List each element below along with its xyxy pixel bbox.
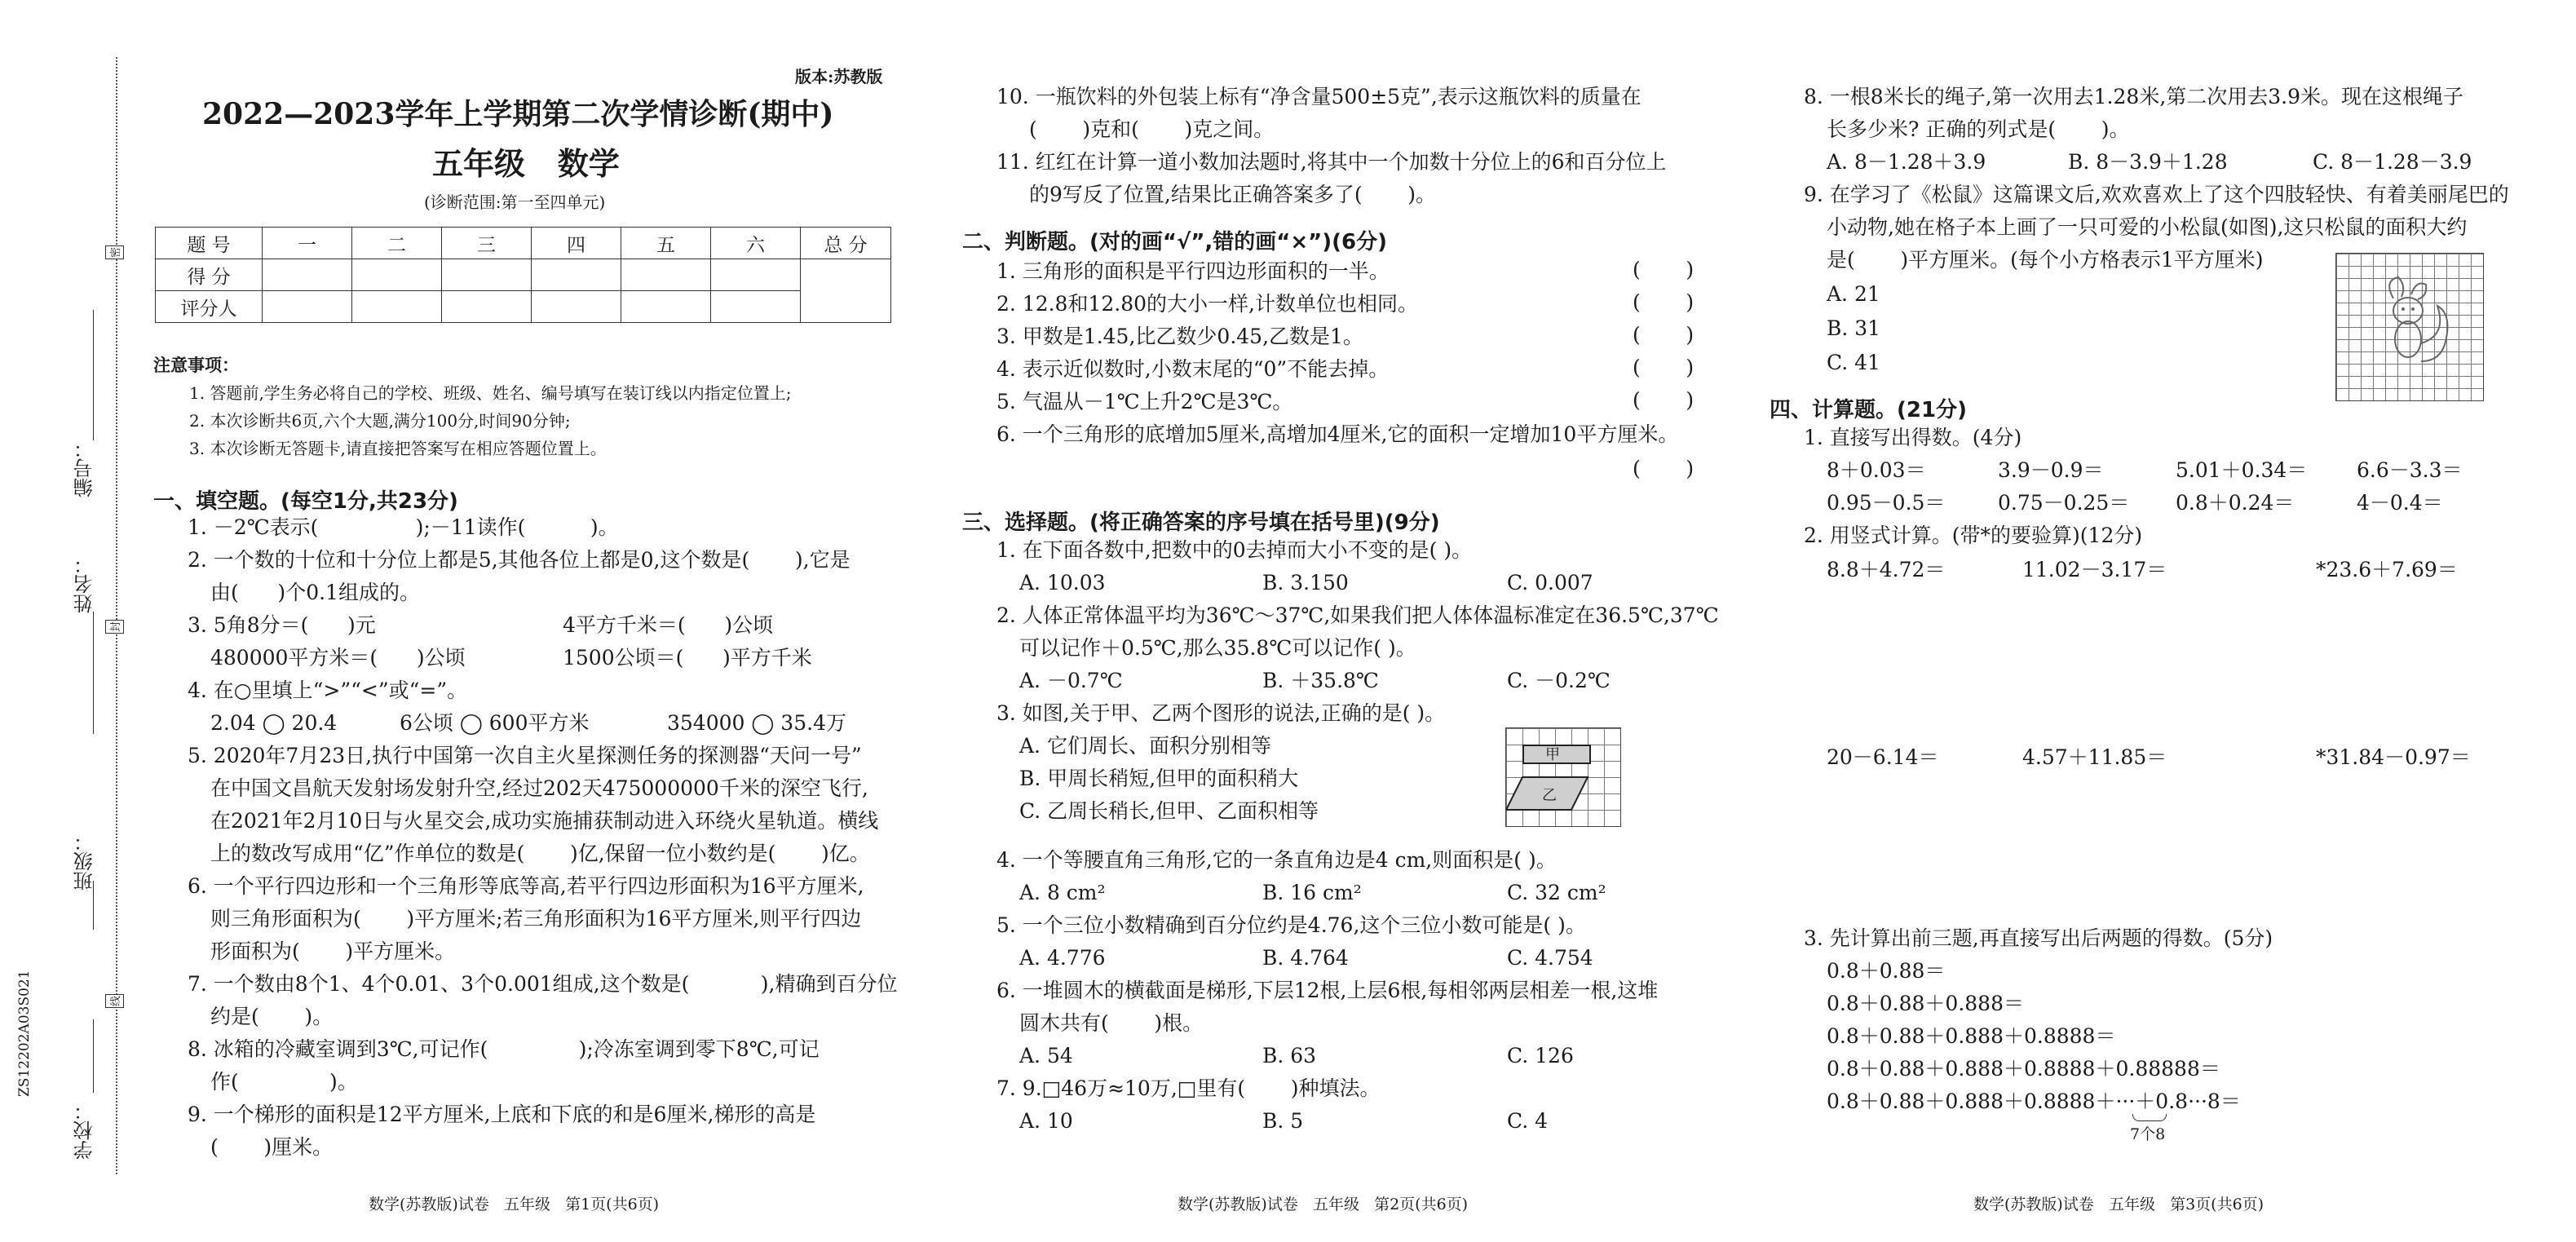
score-header-total: 总 分 (801, 228, 891, 259)
choice-option: A. 10 (1019, 1109, 1073, 1133)
question-line: 4平方千米＝( )公顷 (563, 613, 774, 637)
choice-question: 6. 一堆圆木的横截面是梯形,下层12根,上层6根,每相邻两层相差一根,这堆 (996, 979, 1659, 1002)
score-row-label: 得 分 (156, 259, 263, 291)
exam-scope: (诊断范围:第一至四单元) (424, 192, 606, 212)
vertical-calc-item: 20－6.14＝ (1827, 745, 1939, 769)
choice-option: A. 4.776 (1019, 946, 1106, 970)
judge-answer-bracket[interactable]: ( ) (1633, 323, 1695, 347)
choice-question: 是( )平方厘米。(每个小方格表示1平方厘米) (1827, 248, 2264, 272)
choice-question: 3. 如图,关于甲、乙两个图形的说法,正确的是( )。 (996, 701, 1446, 725)
brace-mark (2132, 1114, 2167, 1121)
choice-option: C. 41 (1827, 351, 1880, 374)
page-footer-2: 数学(苏教版)试卷 五年级 第2页(共6页) (1178, 1196, 1469, 1213)
direct-calc-item: 6.6－3.3＝ (2357, 458, 2463, 482)
question-line: 480000平方米＝( )公顷 (210, 646, 466, 670)
question-line: ( )克和( )克之间。 (1029, 117, 1275, 141)
score-row (156, 259, 891, 291)
sub-question-title: 1. 直接写出得数。(4分) (1804, 426, 2022, 449)
choice-option: A. 8－1.28＋3.9 (1827, 150, 1986, 174)
choice-option: A. 10.03 (1019, 571, 1106, 594)
choice-question: 2. 人体正常体温平均为36℃～37℃,如果我们把人体体温标准定在36.5℃,37℃ (996, 603, 1719, 627)
figure-jia-yi-grid (1505, 727, 1621, 827)
score-table (155, 227, 891, 323)
vertical-calc-item: *23.6＋7.69＝ (2316, 558, 2458, 581)
question-line: 的9写反了位置,结果比正确答案多了( )。 (1029, 183, 1436, 206)
judge-item: 6. 一个三角形的底增加5厘米,高增加4厘米,它的面积一定增加10平方厘米。 (996, 422, 1679, 446)
class-field[interactable] (70, 799, 95, 930)
page-footer-1: 数学(苏教版)试卷 五年级 第1页(共6页) (369, 1196, 660, 1213)
choice-question: 小动物,她在格子本上画了一只可爱的小松鼠(如图),这只松鼠的面积大约 (1827, 215, 2468, 239)
score-cell[interactable] (621, 259, 711, 291)
direct-calc-item: 0.75－0.25＝ (1998, 491, 2130, 515)
question-line: 5. 2020年7月23日,执行中国第一次自主火星探测任务的探测器“天问一号” (188, 744, 862, 767)
choice-option: B. 4.764 (1262, 946, 1349, 970)
choice-option: A. 8 cm² (1019, 881, 1106, 904)
judge-item: 2. 12.8和12.80的大小一样,计数单位也相同。 (996, 292, 1418, 316)
direct-calc-item: 0.8＋0.24＝ (2176, 491, 2295, 515)
choice-question: 圆木共有( )根。 (1019, 1011, 1204, 1035)
id-field[interactable] (70, 310, 95, 497)
figure-yi-label: 乙 (1542, 787, 1557, 804)
school-field[interactable] (70, 1019, 95, 1174)
judge-item: 5. 气温从－1℃上升2℃是3℃。 (996, 390, 1293, 413)
grader-cell[interactable] (621, 291, 711, 323)
question-line: 由( )个0.1组成的。 (210, 581, 420, 604)
squirrel-grid (2335, 253, 2484, 401)
score-header-1: 一 (263, 228, 352, 259)
squirrel-icon (2336, 254, 2483, 400)
choice-question: 长多少米? 正确的列式是( )。 (1827, 117, 2130, 141)
compare-item: 2.04 ◯ 20.4 (210, 711, 338, 735)
question-line: 上的数改写成用“亿”作单位的数是( )亿,保留一位小数约是( )亿。 (210, 842, 870, 865)
section-title-choice: 三、选择题。(将正确答案的序号填在括号里)(9分) (962, 511, 1440, 535)
judge-answer-bracket[interactable]: ( ) (1633, 258, 1695, 281)
grader-cell[interactable] (711, 291, 801, 323)
score-cell[interactable] (442, 259, 532, 291)
section-title-calc: 四、计算题。(21分) (1770, 398, 1967, 422)
direct-calc-item: 5.01＋0.34＝ (2176, 458, 2308, 482)
grader-cell[interactable] (532, 291, 621, 323)
binding-mark-mi: 密 (105, 245, 124, 259)
choice-option: B. 31 (1827, 316, 1881, 340)
sub-question-title: 3. 先计算出前三题,再直接写出后两题的得数。(5分) (1804, 926, 2273, 950)
choice-option: C. 32 cm² (1507, 881, 1606, 904)
question-line: 则三角形面积为( )平方厘米;若三角形面积为16平方厘米,则平行四边 (210, 907, 862, 930)
judge-answer-bracket[interactable]: ( ) (1633, 457, 1695, 480)
question-line: 形面积为( )平方厘米。 (210, 939, 456, 963)
score-cell[interactable] (352, 259, 442, 291)
choice-question: 7. 9.□46万≈10万,□里有( )种填法。 (996, 1076, 1381, 1100)
choice-option: A. －0.7℃ (1019, 669, 1123, 692)
vertical-calc-item: 4.57＋11.85＝ (2022, 745, 2167, 769)
section-title-fill-blanks: 一、填空题。(每空1分,共23分) (153, 489, 458, 514)
choice-option: A. 它们周长、面积分别相等 (1019, 734, 1271, 758)
sequence-item: 0.8＋0.88＋0.888＋0.8888＋0.88888＝ (1827, 1057, 2220, 1081)
sub-question-title: 2. 用竖式计算。(带*的要验算)(12分) (1804, 524, 2143, 547)
question-line: 4. 在○里填上“>”“<”或“=”。 (188, 678, 468, 702)
score-header-label: 题 号 (156, 228, 263, 259)
score-cell[interactable] (711, 259, 801, 291)
vertical-calc-item: 8.8＋4.72＝ (1827, 558, 1946, 581)
direct-calc-item: 3.9－0.9＝ (1998, 458, 2104, 482)
question-line: 9. 一个梯形的面积是12平方厘米,上底和下底的和是6厘米,梯形的高是 (188, 1103, 816, 1126)
note-item: 2. 本次诊断共6页,六个大题,满分100分,时间90分钟; (189, 411, 571, 431)
score-header-2: 二 (352, 228, 442, 259)
question-line: ( )厘米。 (210, 1135, 334, 1159)
score-header-4: 四 (532, 228, 621, 259)
choice-option: A. 21 (1827, 282, 1880, 306)
score-header-6: 六 (711, 228, 801, 259)
exam-code: ZS12202A03S021 (16, 970, 33, 1097)
grader-row-label: 评分人 (156, 291, 263, 323)
choice-option: C. 126 (1507, 1044, 1574, 1067)
score-cell[interactable] (263, 259, 352, 291)
choice-option: B. 8－3.9＋1.28 (2068, 150, 2228, 174)
grader-row (156, 291, 891, 323)
sequence-item: 0.8＋0.88＋0.888＋0.8888＋···＋0.8···8＝ (1827, 1090, 2241, 1113)
vertical-calc-item: 11.02－3.17＝ (2022, 558, 2167, 581)
exam-title: 2022—2023学年上学期第二次学情诊断(期中) (202, 97, 834, 131)
sequence-item: 0.8＋0.88＝ (1827, 959, 1946, 983)
brace-label: 7个8 (2130, 1125, 2166, 1143)
question-line: 7. 一个数由8个1、4个0.01、3个0.001组成,这个数是( ),精确到百分位 (188, 972, 898, 996)
score-table-header-row (156, 228, 891, 259)
score-header-3: 三 (442, 228, 532, 259)
section-title-judge: 二、判断题。(对的画“√”,错的画“×”)(6分) (962, 230, 1387, 254)
choice-option: B. 5 (1262, 1109, 1304, 1133)
question-line: 2. 一个数的十位和十分位上都是5,其他各位上都是0,这个数是( ),它是 (188, 548, 851, 572)
choice-option: C. 乙周长稍长,但甲、乙面积相等 (1019, 799, 1319, 823)
question-line: 10. 一瓶饮料的外包装上标有“净含量500±5克”,表示这瓶饮料的质量在 (996, 85, 1641, 108)
notes-title: 注意事项： (153, 355, 239, 375)
choice-option: C. 0.007 (1507, 571, 1593, 594)
direct-calc-item: 4－0.4＝ (2357, 491, 2443, 515)
choice-option: C. 8－1.28－3.9 (2313, 150, 2472, 174)
choice-option: C. 4 (1507, 1109, 1549, 1133)
choice-option: C. 4.754 (1507, 946, 1593, 970)
choice-option: C. －0.2℃ (1507, 669, 1611, 692)
direct-calc-item: 8＋0.03＝ (1827, 458, 1926, 482)
choice-question: 5. 一个三位小数精确到百分位约是4.76,这个三位小数可能是( )。 (996, 913, 1586, 937)
judge-item: 1. 三角形的面积是平行四边形面积的一半。 (996, 259, 1390, 283)
name-label: 姓名： (73, 555, 96, 613)
total-score-cell[interactable] (801, 259, 891, 323)
question-line: 11. 红红在计算一道小数加法题时,将其中一个加数十分位上的6和百分位上 (996, 150, 1667, 174)
choice-question: 1. 在下面各数中,把数中的0去掉而大小不变的是( )。 (996, 538, 1473, 562)
judge-answer-bracket[interactable]: ( ) (1633, 356, 1695, 379)
figure-yi-shape (1506, 728, 1620, 826)
sequence-item: 0.8＋0.88＋0.888＋0.8888＝ (1827, 1024, 2116, 1048)
sequence-item: 0.8＋0.88＋0.888＝ (1827, 992, 2024, 1015)
choice-option: B. ＋35.8℃ (1262, 669, 1379, 692)
question-line: 1. －2℃表示( );－11读作( )。 (188, 515, 619, 539)
choice-question: 4. 一个等腰直角三角形,它的一条直角边是4 cm,则面积是( )。 (996, 848, 1557, 872)
question-line: 作( )。 (210, 1070, 358, 1094)
question-line: 6. 一个平行四边形和一个三角形等底等高,若平行四边形面积为16平方厘米, (188, 874, 864, 898)
choice-option: B. 3.150 (1262, 571, 1349, 594)
grader-cell[interactable] (352, 291, 442, 323)
question-line: 8. 冰箱的冷藏室调到3℃,可记作( );冷冻室调到零下8℃,可记 (188, 1037, 820, 1061)
choice-option: B. 63 (1262, 1044, 1317, 1067)
compare-item: 354000 ◯ 35.4万 (667, 711, 846, 735)
score-cell[interactable] (532, 259, 621, 291)
binding-mark-feng: 封 (105, 620, 124, 634)
id-label: 编号： (73, 439, 96, 497)
note-item: 1. 答题前,学生务必将自己的学校、班级、姓名、编号填写在装订线以内指定位置上; (189, 383, 792, 403)
grader-cell[interactable] (263, 291, 352, 323)
direct-calc-item: 0.95－0.5＝ (1827, 491, 1946, 515)
grader-cell[interactable] (442, 291, 532, 323)
vertical-calc-item: *31.84－0.97＝ (2316, 745, 2471, 769)
judge-item: 3. 甲数是1.45,比乙数少0.45,乙数是1。 (996, 325, 1363, 348)
exam-subtitle: 五年级 数学 (432, 145, 620, 182)
school-label: 学校： (73, 1101, 96, 1160)
judge-item: 4. 表示近似数时,小数末尾的“0”不能去掉。 (996, 357, 1390, 381)
choice-option: A. 54 (1019, 1044, 1073, 1067)
note-item: 3. 本次诊断无答题卡,请直接把答案写在相应答题位置上。 (189, 439, 607, 458)
question-line: 3. 5角8分＝( )元 (188, 613, 376, 637)
choice-option: B. 16 cm² (1262, 881, 1362, 904)
choice-question: 可以记作＋0.5℃,那么35.8℃可以记作( )。 (1019, 636, 1416, 660)
version-label: 版本:苏教版 (795, 67, 883, 86)
judge-answer-bracket[interactable]: ( ) (1633, 388, 1695, 412)
judge-answer-bracket[interactable]: ( ) (1633, 290, 1695, 314)
page-footer-3: 数学(苏教版)试卷 五年级 第3页(共6页) (1973, 1196, 2264, 1213)
choice-option: B. 甲周长稍短,但甲的面积稍大 (1019, 767, 1299, 790)
figure-jia-label: 甲 (1545, 746, 1560, 763)
question-line: 约是( )。 (210, 1005, 334, 1028)
name-field[interactable] (70, 538, 95, 734)
question-line: 在中国文昌航天发射场发射升空,经过202天475000000千米的深空飞行, (210, 776, 868, 800)
compare-item: 6公顷 ◯ 600平方米 (400, 711, 590, 735)
score-header-5: 五 (621, 228, 711, 259)
binding-mark-xian: 线 (105, 994, 124, 1008)
choice-question: 9. 在学习了《松鼠》这篇课文后,欢欢喜欢上了这个四肢轻快、有着美丽尾巴的 (1804, 183, 2509, 206)
class-label: 班级： (73, 832, 96, 891)
question-line: 1500公顷＝( )平方千米 (563, 646, 812, 670)
choice-question: 8. 一根8米长的绳子,第一次用去1.28米,第二次用去3.9米。现在这根绳子 (1804, 85, 2464, 108)
question-line: 在2021年2月10日与火星交会,成功实施捕获制动进入环绕火星轨道。横线 (210, 809, 879, 833)
